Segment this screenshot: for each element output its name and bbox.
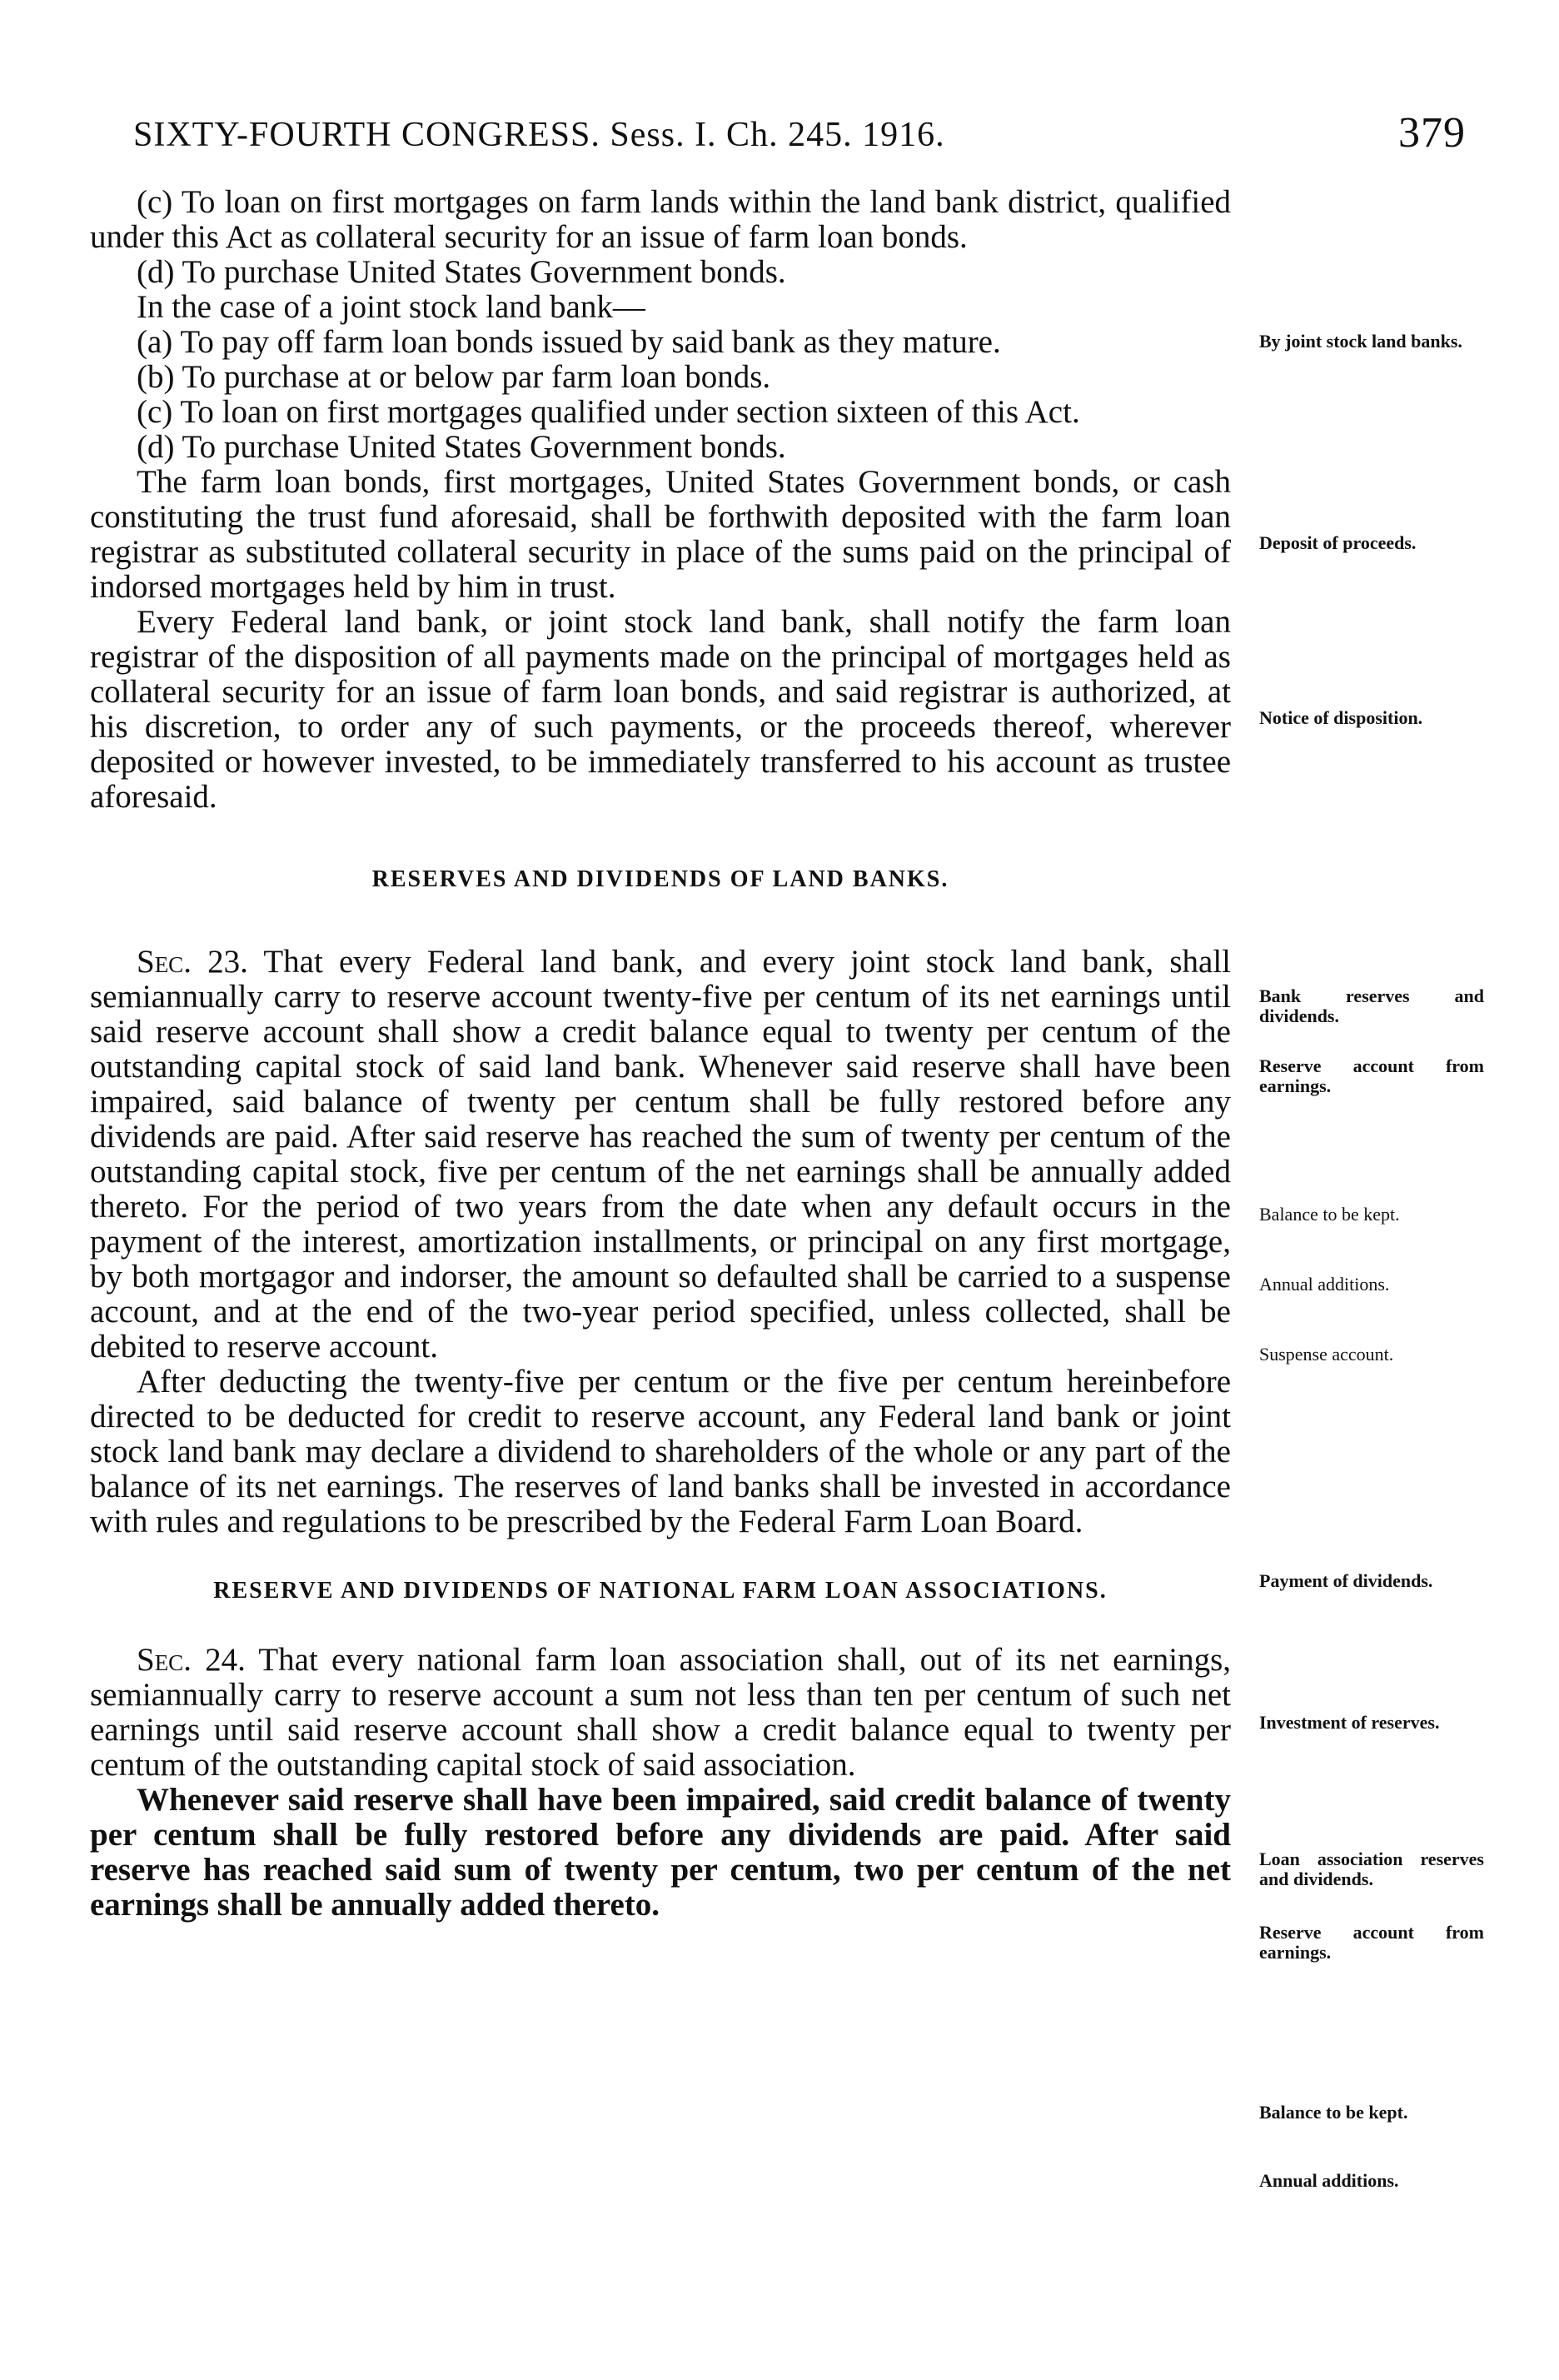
section-23-heading: RESERVES AND DIVIDENDS OF LAND BANKS. xyxy=(371,866,949,892)
margin-note-reserve-account-2: Reserve account from earnings. xyxy=(1259,1922,1484,1963)
header-title: SIXTY-FOURTH CONGRESS. Sess. I. Ch. 245. 1916. xyxy=(133,116,945,154)
margin-note-annual-additions-2: Annual additions. xyxy=(1259,2170,1399,2191)
margin-note-investment-of-reserves: Investment of reserves. xyxy=(1259,1712,1440,1733)
margin-note-reserve-account: Reserve account from earnings. xyxy=(1259,1055,1484,1096)
paragraph-joint-stock-case: In the case of a joint stock land bank— xyxy=(137,289,645,325)
margin-note-deposit-of-proceeds: Deposit of proceeds. xyxy=(1259,532,1417,553)
running-header xyxy=(133,109,1466,157)
section-23-dividends-paragraph: After deducting the twenty-five per centum or the five per centum hereinbefore directed to be deducted for credit to reserve account, any Federal land bank or joint stock land bank may declare a dividend to shareholders of the whole or any part of the balance of its net earnings. The reserves of land banks shall be invested in accordance with rules and regulations to be prescribed by the Federal Farm Loan Board. xyxy=(90,1364,1231,1539)
paragraph-c-loan-farm-lands: (c) To loan on first mortgages on farm lands within the land bank district, qualified under this Act as collateral security for an issue of farm loan bonds. xyxy=(90,184,1231,255)
section-23-paragraph xyxy=(90,945,1231,1365)
paragraph-deposit-of-proceeds: The farm loan bonds, first mortgages, United States Government bonds, or cash constituting the trust fund aforesaid, shall be forthwith deposited with the farm loan registrar as substituted collateral security in place of the sums paid on the principal of indorsed mortgages held by him in trust. xyxy=(90,464,1231,605)
margin-note-bank-reserves: Bank reserves and dividends. xyxy=(1259,985,1484,1026)
paragraph-c-loan-section-sixteen: (c) To loan on first mortgages qualified under section sixteen of this Act. xyxy=(137,394,1080,430)
margin-note-payment-of-dividends: Payment of dividends. xyxy=(1259,1570,1433,1591)
section-24-label: Sec. 24. xyxy=(137,1642,246,1678)
section-24-heading: RESERVE AND DIVIDENDS OF NATIONAL FARM LOAN ASSOCIATIONS. xyxy=(213,1578,1108,1604)
page-number: 379 xyxy=(1398,109,1466,157)
section-24-text: That every national farm loan association shall, out of its net earnings, semiannually carry to reserve account a sum not less than ten per centum of such net earnings until said reserve account shall show a credit balance equal to twenty per centum of the outstanding capital stock of said association. xyxy=(90,1642,1231,1783)
margin-note-joint-stock: By joint stock land banks. xyxy=(1259,331,1462,352)
paragraph-notice-of-disposition: Every Federal land bank, or joint stock land bank, shall notify the farm loan registrar of the disposition of all payments made on the principal of mortgages held as collateral security for an issue of farm loan bonds, and said registrar is authorized, at his discretion, to order any of such payments, or the proceeds thereof, wherever deposited or however invested, to be immediately transferred to his account as trustee aforesaid. xyxy=(90,604,1231,815)
section-23-label: Sec. 23. xyxy=(137,944,248,980)
margin-note-balance-kept-2: Balance to be kept. xyxy=(1259,2102,1408,2123)
paragraph-d-purchase-bonds: (d) To purchase United States Government bonds. xyxy=(137,254,786,290)
paragraph-a-pay-off-bonds: (a) To pay off farm loan bonds issued by said bank as they mature. xyxy=(137,324,1001,360)
paragraph-b-purchase-at-par: (b) To purchase at or below par farm loan bonds. xyxy=(137,359,771,395)
main-text xyxy=(90,185,1231,1923)
margin-note-suspense-account: Suspense account. xyxy=(1259,1344,1394,1365)
section-23-text: That every Federal land bank, and every joint stock land bank, shall semiannually carry to reserve account twenty-five per centum of its net earnings until said reserve account shall show a credit balance equal to twenty per centum of the outstanding capital stock of said land bank. Whenever said reserve shall have been impaired, said balance of twenty per centum shall be fully restored before any dividends are paid. After said reserve has reached the sum of twenty per centum of the outstanding capital stock, five per centum of the net earnings shall be annually added thereto. For the period of two years from the date when any default occurs in the payment of the interest, amortization installments, or principal on any first mortgage, by both mortgagor and indorser, the amount so defaulted shall be carried to a suspense account, and at the end of the two-year period specified, unless collected, shall be debited to reserve account. xyxy=(90,944,1231,1365)
margin-note-annual-additions: Annual additions. xyxy=(1259,1274,1390,1295)
margin-note-notice-of-disposition: Notice of disposition. xyxy=(1259,707,1423,728)
margin-note-loan-association-reserves: Loan association reserves and dividends. xyxy=(1259,1849,1484,1889)
section-24-additions-paragraph: Whenever said reserve shall have been impaired, said credit balance of twenty per centum shall be fully restored before any dividends are paid. After said reserve has reached said sum of twenty per centum, two per centum of the net earnings shall be annually added thereto. xyxy=(90,1782,1231,1923)
section-24-paragraph xyxy=(90,1643,1231,1783)
paragraph-d-purchase-bonds-2: (d) To purchase United States Government bonds. xyxy=(137,429,786,465)
margin-note-balance-kept: Balance to be kept. xyxy=(1259,1204,1400,1225)
